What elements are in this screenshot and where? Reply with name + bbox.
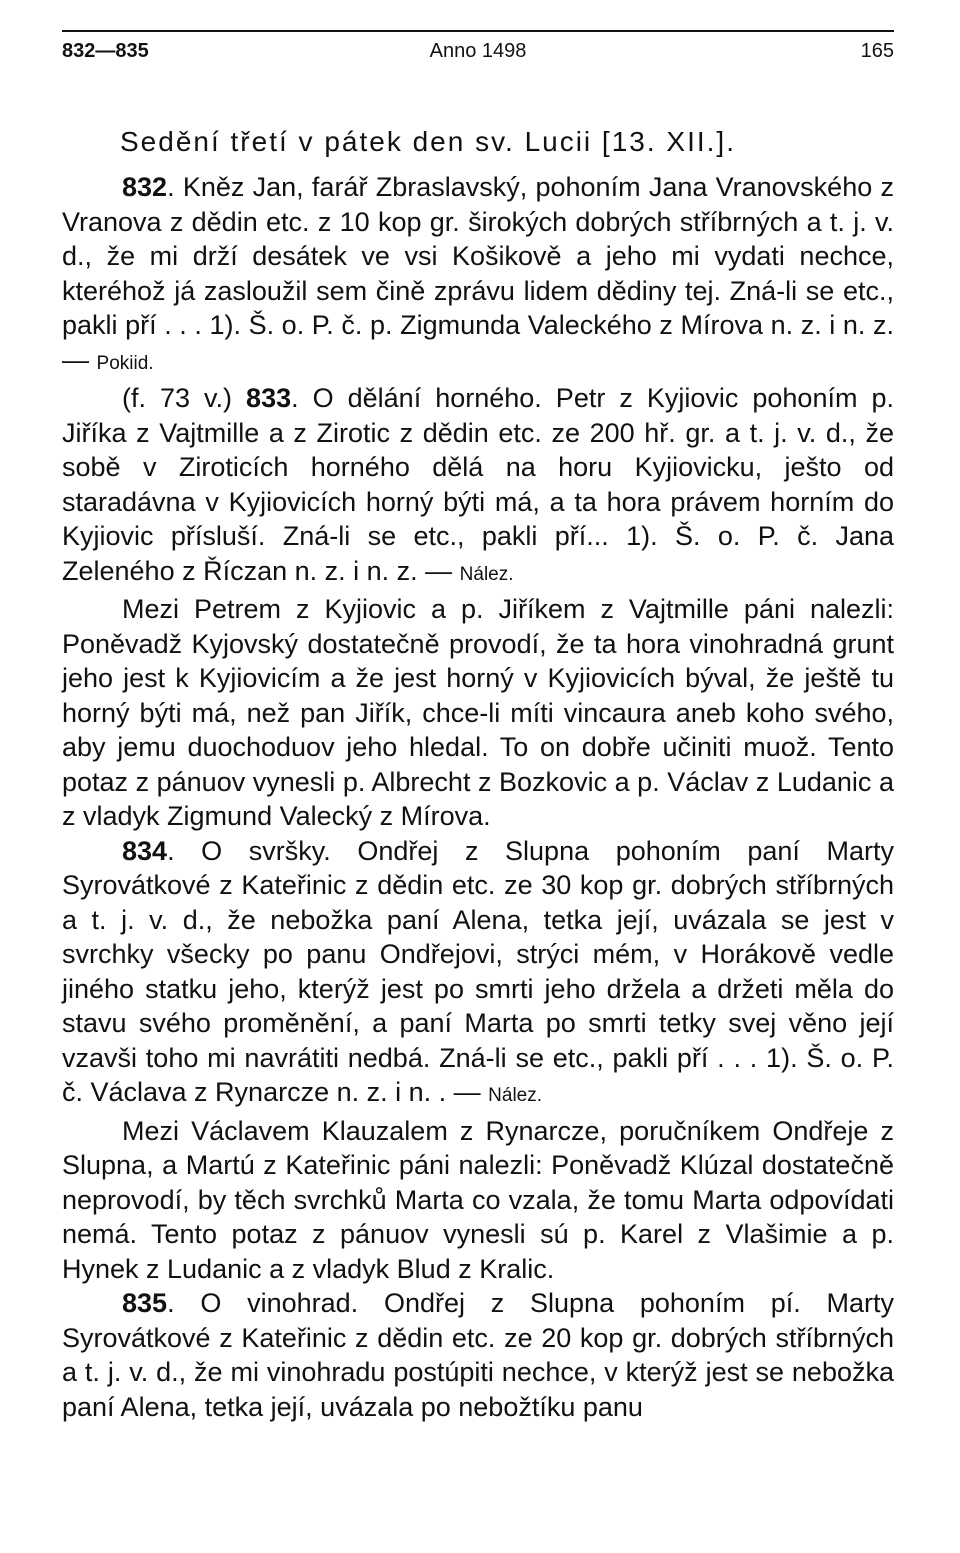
- body-text: [62, 170, 894, 1424]
- entry-note: Nález.: [488, 1085, 543, 1106]
- entry-835: [62, 1286, 894, 1424]
- header-year: Anno 1498: [429, 40, 527, 62]
- entry-text: . O dělání horného. Petr z Kyjiovic pohoním p. Jiříka z Vajtmille a z Zirotic z dědin etc. ze 200 hř. gr. a t. j. v. d., že sobě v Ziroticích horného dělá na horu Kyjiovicku, ješto od staradávna v Kyjiovicích horný býti má, a ta hora právem horním do Kyjiovic přísluší. Zná-li se etc., pakli pří... 1). Š. o. P. č. Jana Zeleného z Říczan n. z. i n. z. —: [62, 383, 894, 586]
- verdict-834: Mezi Václavem Klauzalem z Rynarcze, poručníkem Ondřeje z Slupna, a Martú z Kateřinic páni nalezli: Poněvadž Klúzal dostatečně neprovodí, by těch svrchků Marta co vzala, že tomu Marta odpovídati nemá. Tento potaz z pánuov vynesli sú p. Karel z Vlašimie a p. Hynek z Ludanic a z vladyk Blud z Kralic.: [62, 1115, 894, 1284]
- book-page: [62, 30, 894, 1424]
- verdict-833: Mezi Petrem z Kyjiovic a p. Jiříkem z Vajtmille páni nalezli: Poněvadž Kyjovský dostatečně provodí, že ta hora vinohradná grunt jeho jest k Kyjiovicím a že jest horný v Kyjiovicích býval, že ještě tu horný býti má, než pan Jiřík, chce-li míti vincaura aneb koho svého, aby jemu duochoduov jeho hledal. To on dobře učiniti muož. Tento potaz z pánuov vynesli p. Albrecht z Bozkovic a p. Václav z Ludanic a z vladyk Zigmund Valecký z Mírova.: [62, 594, 894, 831]
- entry-note: Pokiid.: [96, 352, 154, 374]
- entry-number: 835: [122, 1288, 168, 1318]
- entry-text: . O vinohrad. Ondřej z Slupna pohoním pí. Marty Syrovátkové z Kateřinic z dědin etc. ze 20 kop gr. dobrých stříbrných a t. j. v. d., že mi vinohradu postúpiti nechce, v kterýž jest se nebožka paní Alena, tetka její, uvázala po nebožtíku panu: [62, 1288, 894, 1422]
- entry-number: 834: [122, 835, 168, 866]
- folio-ref: (f. 73 v.): [122, 383, 247, 413]
- entry-text: . Kněz Jan, farář Zbraslavský, pohoním Jana Vranovského z Vranova z dědin etc. z 10 kop gr. širokých dobrých stříbrných a t. j. v. d., že mi drží desátek ve vsi Košikově a jeho mi vydati nechce, kteréhož já zasloužil sem čině zprávu lidem dědiny tej. Zná-li se etc., pakli pří . . . 1). Š. o. P. č. p. Zigmunda Valeckého z Mírova n. z. i n. z. —: [62, 172, 894, 375]
- running-header: [62, 30, 894, 70]
- entry-note: Nález.: [459, 563, 514, 585]
- entry-text: . O svršky. Ondřej z Slupna pohoním paní Marty Syrovátkové z Kateřinic z dědin etc. ze 30 kop gr. dobrých stříbrných a t. j. v. d., že nebožka paní Alena, tetka její, uvázala se jest v svrchky všecky po panu Ondřejovi, strýci mém, v Horákově vedle jiného statku jeho, kterýž jest po smrti jeho držela a držeti měla do stavu svého proměnění, a paní Marta po smrti tetky svej věno její vzavši toho mi navrátiti nedbá. Zná-li se etc., pakli pří . . . 1). Š. o. P. č. Václava z Rynarcze n. z. i n. . —: [62, 835, 894, 1107]
- entry-number: 832: [122, 172, 168, 202]
- header-entry-range: 832—835: [62, 40, 149, 62]
- entry-834: [62, 834, 894, 1114]
- entry-number: 833: [246, 383, 292, 413]
- session-title: Sedění třetí v pátek den sv. Lucii [13. XII.].: [120, 126, 736, 157]
- entry-833: [62, 381, 894, 592]
- entry-832: [62, 170, 894, 381]
- page-number: 165: [860, 40, 894, 62]
